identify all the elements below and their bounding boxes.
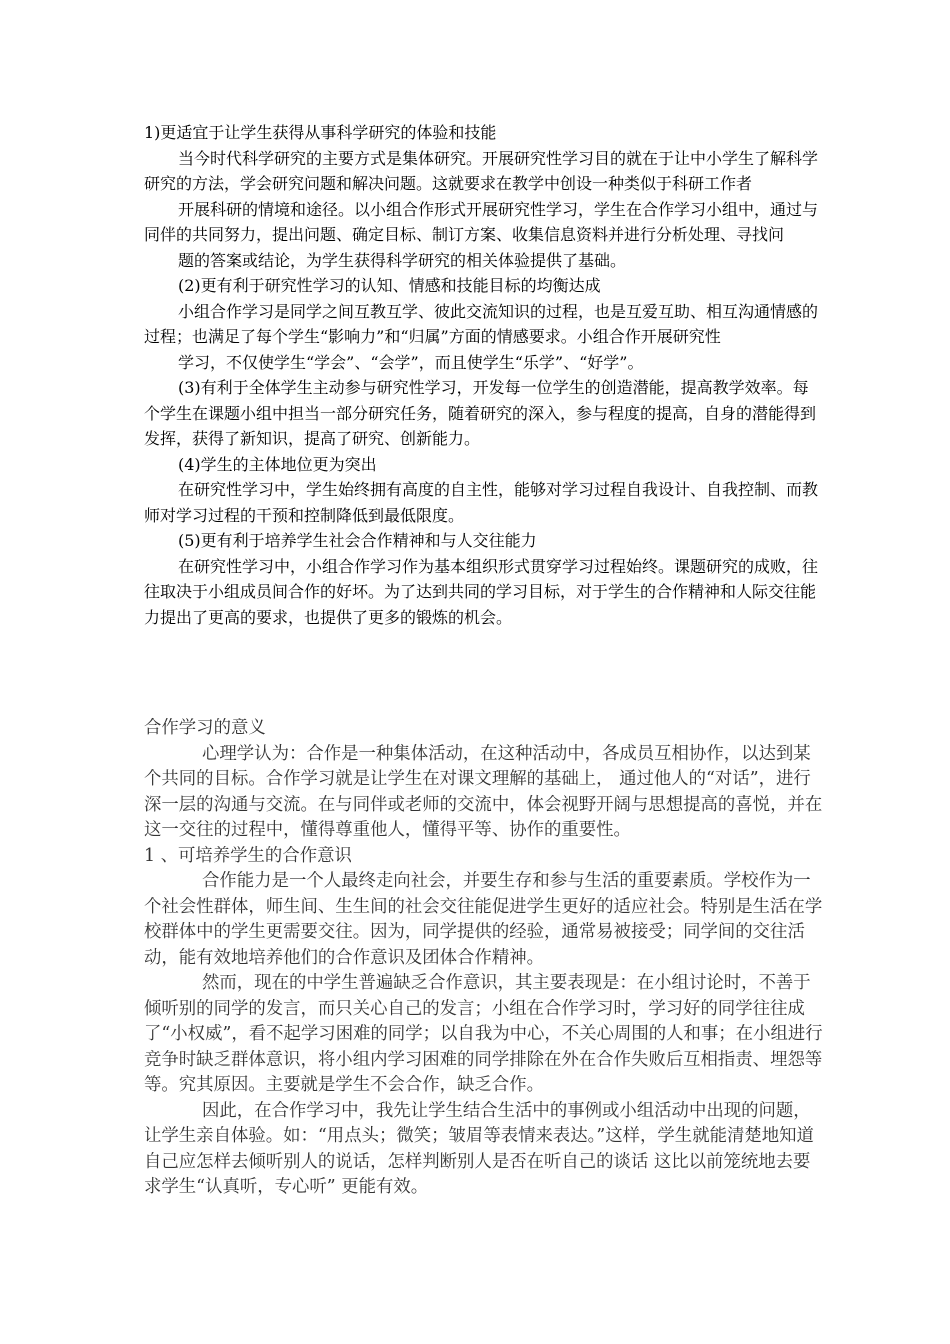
paragraph: 因此，在合作学习中，我先让学生结合生活中的事例或小组活动中出现的问题，让学生亲自体验。如：“用点头；微笑；皱眉等表情来表达。”这样，学生就能清楚地知道自己应怎样去倾听别人的说话，怎样判断别人是否在听自己的谈话 这比以前笼统地去要求学生“认真听，专心听” 更能有效。 bbox=[144, 1100, 814, 1197]
paragraph: 开展科研的情境和途径。以小组合作形式开展研究性学习，学生在合作学习小组中，通过与同伴的共同努力，提出问题、确定目标、制订方案、收集信息资料并进行分析处理、寻找问 bbox=[144, 199, 819, 244]
subheading: 1 、可培养学生的合作意识 bbox=[144, 845, 352, 866]
paragraph: 在研究性学习中，小组合作学习作为基本组织形式贯穿学习过程始终。课题研究的成败，往往取决于小组成员间合作的好坏。为了达到共同的学习目标，对于学生的合作精神和人际交往能力提出了更高的要求，也提供了更多的锻炼的机会。 bbox=[144, 556, 819, 627]
paragraph: 在研究性学习中，学生始终拥有高度的自主性，能够对学习过程自我设计、自我控制、而教师对学习过程的干预和控制降低到最低限度。 bbox=[144, 480, 819, 525]
paragraph: 小组合作学习是同学之间互教互学、彼此交流知识的过程，也是互爱互助、相互沟通情感的过程；也满足了每个学生“影响力”和“归属”方面的情感要求。小组合作开展研究性 bbox=[144, 301, 819, 346]
paragraph: 合作能力是一个人最终走向社会，并要生存和参与生活的重要素质。学校作为一个社会性群体，师生间、生生间的社会交往能促进学生更好的适应社会。特别是生活在学校群体中的学生更需要交往。因为，同学提供的经验，通常易被接受；同学间的交往活动，能有效地培养他们的合作意识及团体合作精神。 bbox=[144, 871, 823, 968]
paragraph: 题的答案或结论，为学生获得科学研究的相关体验提供了基础。 bbox=[178, 250, 627, 270]
heading-3-paragraph: (3)有利于全体学生主动参与研究性学习，开发每一位学生的创造潜能，提高教学效率。每个学生在课题小组中担当一部分研究任务，随着研究的深入，参与程度的提高，自身的潜能得到发挥，获得了新知识，提高了研究、创新能力。 bbox=[144, 378, 817, 448]
section-title: 合作学习的意义 bbox=[144, 718, 266, 738]
paragraph: 当今时代科学研究的主要方式是集体研究。开展研究性学习目的就在于让中小学生了解科学研究的方法，学会研究问题和解决问题。这就要求在教学中创设一种类似于科研工作者 bbox=[144, 148, 819, 193]
paragraph: 心理学认为：合作是一种集体活动，在这种活动中，各成员互相协作，以达到某个共同的目标。合作学习就是让学生在对课文理解的基础上， 通过他人的“对话”，进行深一层的沟通与交流。在与同伴或老师的交流中，体会视野开阔与思想提高的喜悦，并在这一交往的过程中，懂得尊重他人，懂得平等、协作的重要性。 bbox=[144, 743, 823, 840]
heading-1: 1)更适宜于让学生获得从事科学研究的体验和技能 bbox=[144, 123, 497, 142]
heading-4: (4)学生的主体地位更为突出 bbox=[178, 454, 377, 474]
section-cooperative-learning bbox=[144, 716, 824, 1201]
paragraph: 然而，现在的中学生普遍缺乏合作意识，其主要表现是：在小组讨论时，不善于倾听别的同学的发言，而只关心自己的发言；小组在合作学习时，学习好的同学往往成了“小权威”，看不起学习困难的同学；以自我为中心，不关心周围的人和事；在小组进行竞争时缺乏群体意识，将小组内学习困难的同学排除在外在合作失败后互相指责、埋怨等等。究其原因。主要就是学生不会合作，缺乏合作。 bbox=[144, 973, 823, 1095]
heading-2: (2)更有利于研究性学习的认知、情感和技能目标的均衡达成 bbox=[178, 276, 601, 295]
heading-5: (5)更有利于培养学生社会合作精神和与人交往能力 bbox=[178, 531, 537, 550]
section-research-learning bbox=[144, 120, 824, 630]
paragraph: 学习，不仅使学生“学会”、“会学”，而且使学生“乐学”、“好学”。 bbox=[178, 352, 644, 372]
